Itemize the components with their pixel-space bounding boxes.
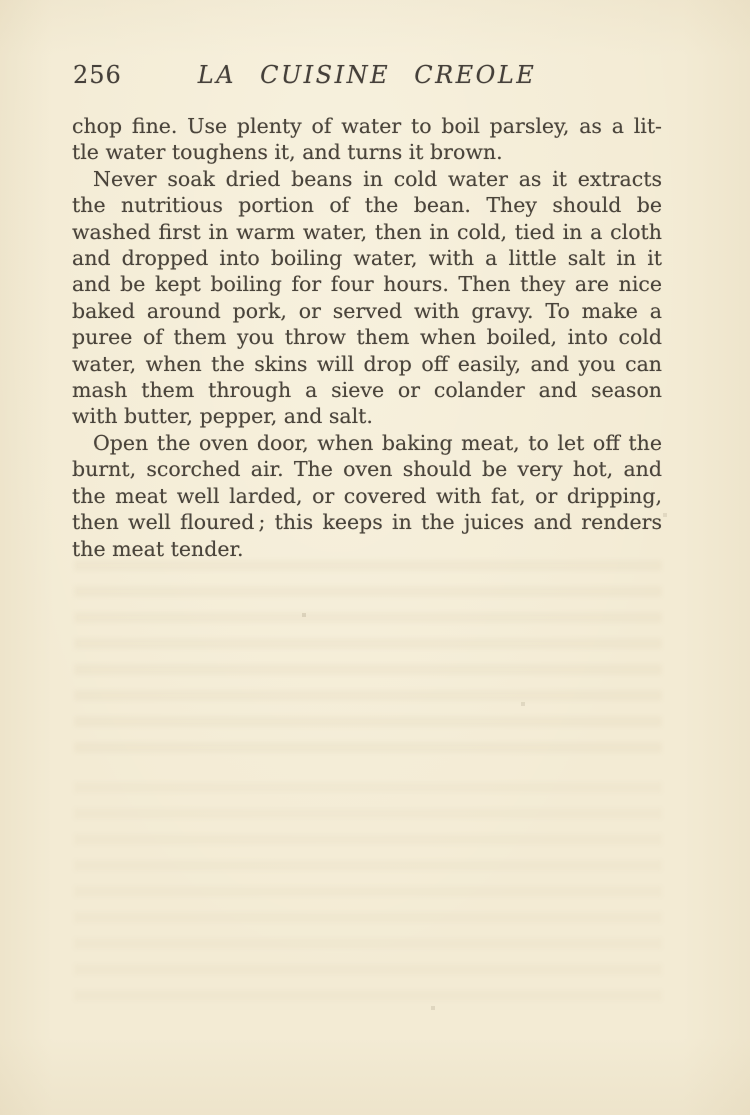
showthrough-ghost-upper (74, 560, 662, 765)
text-line: Never soak dried beans in cold water as it extracts (93, 166, 662, 191)
text-line: chop fine. Use plenty of water to boil parsley, as a lit- (72, 114, 662, 138)
text-line: the meat tender. (72, 536, 244, 561)
text-line: with butter, pepper, and salt. (72, 404, 373, 429)
text-line: Open the oven door, when baking meat, to let off the (93, 430, 662, 455)
text-line: then well floured ; this keeps in the juices and renders (72, 510, 662, 535)
text-line: washed first in warm water, then in cold, tied in a cloth (72, 219, 662, 244)
text-line: mash them through a sieve or colander and season (72, 378, 662, 403)
text-line: the meat well larded, or covered with fat, or dripping, (72, 483, 662, 508)
running-header (0, 61, 750, 93)
text-line: tle water toughens it, and turns it brown. (72, 140, 503, 165)
text-line: the nutritious portion of the bean. They should be (72, 193, 662, 218)
text-line: water, when the skins will drop off easily, and you can (72, 351, 662, 376)
text-line: and be kept boiling for four hours. Then they are nice (72, 272, 662, 297)
text-line: and dropped into boiling water, with a little salt in it (72, 246, 662, 271)
showthrough-ghost-lower (74, 782, 662, 1007)
text-line: baked around pork, or served with gravy. To make a (72, 298, 662, 323)
text-line: burnt, scorched air. The oven should be very hot, and (72, 457, 662, 482)
text-block (72, 113, 662, 562)
text-line: puree of them you throw them when boiled, into cold (72, 325, 662, 350)
paper-specks (0, 0, 2, 2)
page-number: 256 (73, 61, 122, 89)
running-title: LA CUISINE CREOLE (197, 61, 537, 89)
